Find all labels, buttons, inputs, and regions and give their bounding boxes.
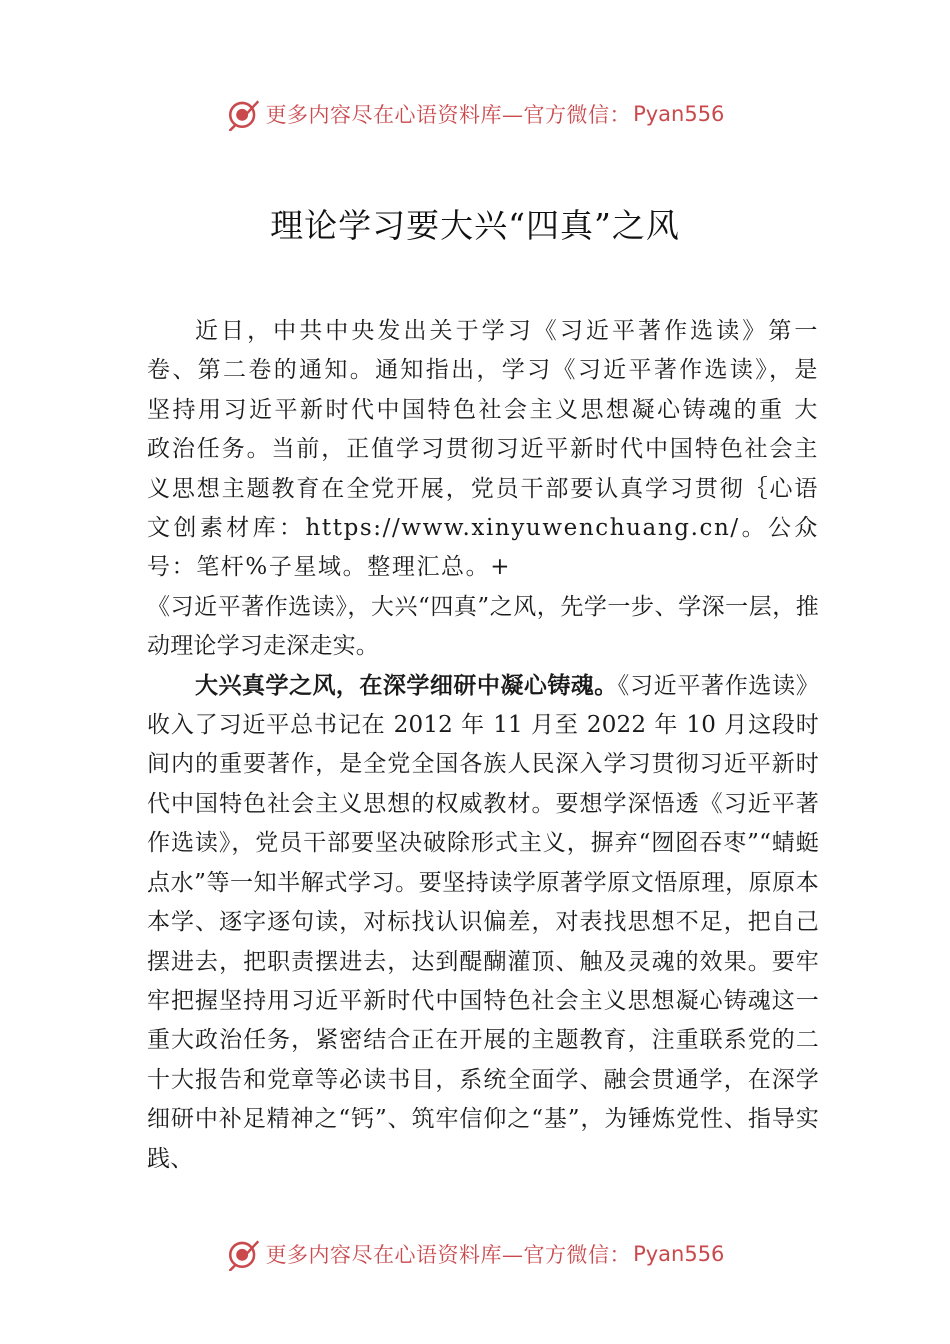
banner-text: 更多内容尽在心语资料库—官方微信： (265, 1243, 632, 1267)
paragraph-intro: 近日，中共中央发出关于学习《习近平著作选读》第一卷、第二卷的通知。通知指出，学习《习近平著作选读》，是坚持用习近平新时代中国特色社会主义思想凝心铸魂的重 大政治任务。当前，正值学习贯彻习近平新时代中国特色社会主义思想主题教育在全党开展，党员干部要认真学习贯彻｛心语文创素材库：https://www.xinyuwenchuang.cn/。公众号：笔杆%子星域。整理汇总。+ (147, 318, 819, 581)
paragraph-text: 《习近平著作选读》收入了习近平总书记在 2012 年 11 月至 2022 年 10 月这段时间内的重要著作，是全党全国各族人民深入学习贯彻习近平新时代中国特色社会主义思想的权威教材。要想学深悟透《习近平著作选读》，党员干部要坚决破除形式主义，摒弃“囫囵吞枣”“蜻蜓点水”等一知半解式学习。要坚持读学原著学原文悟原理，原原本本学、逐字逐句读，对标找认识偏差，对表找思想不足，把自己摆进去，把职责摆进去，达到醍醐灌顶、触及灵魂的效果。要牢牢把握坚持用习近平新时代中国特色社会主义思想凝心铸魂这一重大政治任务，紧密结合正在开展的主题教育，注重联系党的二十大报告和党章等必读书目，系统全面学、融会贯通学，在深学细研中补足精神之“钙”、筑牢信仰之“基”，为锤炼党性、指导实践、 (147, 672, 820, 1172)
paragraph-continuation: 《习近平著作选读》，大兴“四真”之风，先学一步、学深一层，推动理论学习走深走实。 (147, 593, 819, 660)
article-body (147, 312, 819, 1179)
paragraph-true-learning (147, 667, 819, 1179)
pen-logo-icon (226, 1237, 260, 1271)
banner-text: 更多内容尽在心语资料库—官方微信： (265, 103, 632, 127)
header-banner (0, 92, 950, 136)
paragraph-lead-heading: 大兴真学之风，在深学细研中凝心铸魂。 (195, 672, 618, 699)
footer-banner (0, 1232, 950, 1276)
wechat-id: Pyan556 (633, 1242, 725, 1266)
wechat-id: Pyan556 (633, 102, 725, 126)
page-title: 理论学习要大兴“四真”之风 (270, 206, 680, 245)
pen-logo-icon (226, 97, 260, 131)
